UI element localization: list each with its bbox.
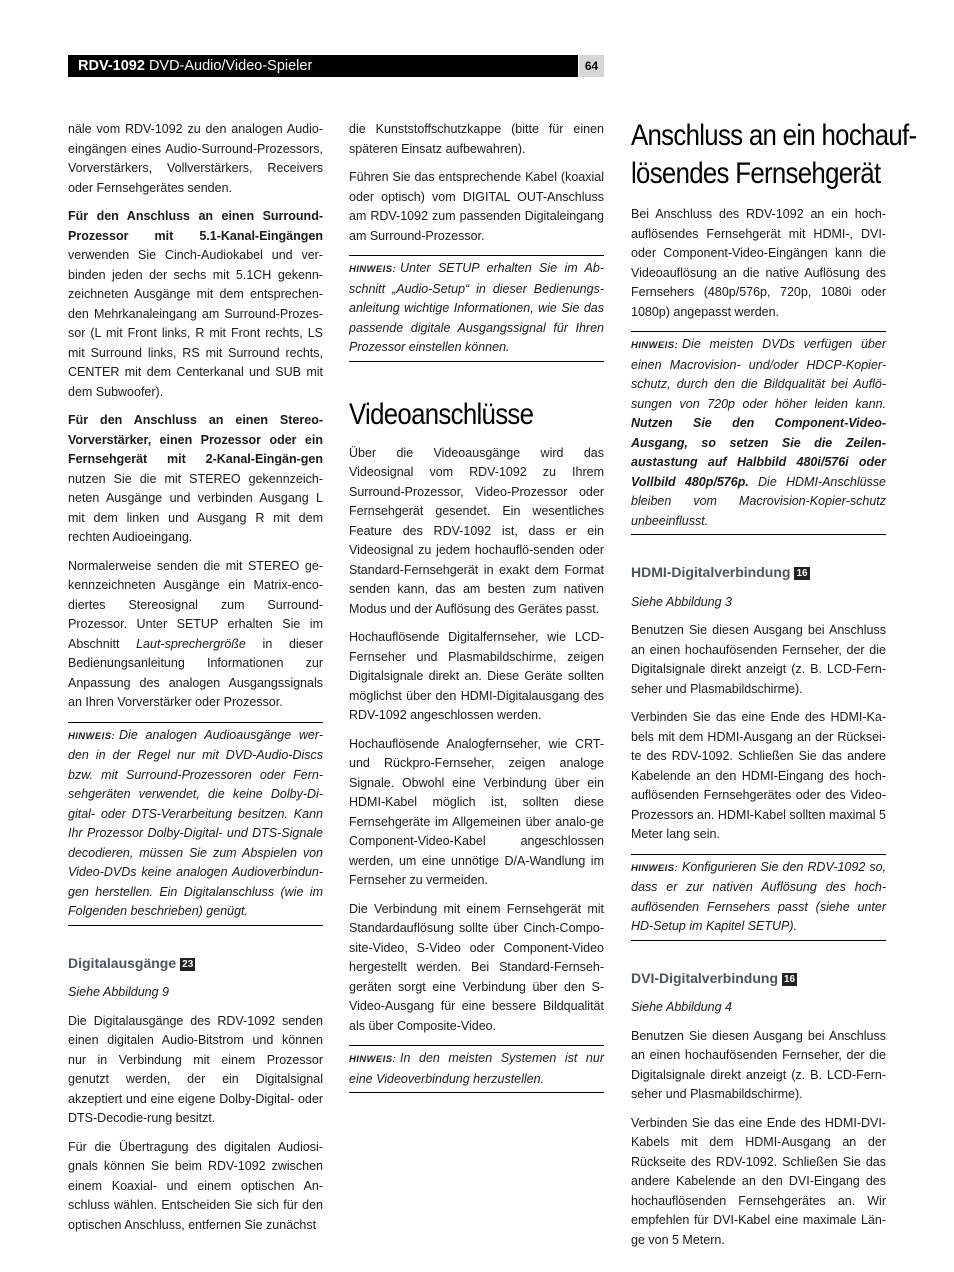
figure-badge: 16 (796, 568, 808, 579)
paragraph: Für den Anschluss an einen Surround-Prozessor mit 5.1-Kanal-Eingängen verwenden Sie Cinch-Audiokabel und ver-binden jeden der sechs mit 5.1CH gekenn-zeichneten Ausgänge mit dem entsprechen-den Mehrkanaleingang am Surround-Prozes-sor (L mit Front links, R mit Front rechts, LS mit Surround links, RS mit Surround rechts, CENTER mit dem Centerkanal und SUB mit dem Subwoofer). (68, 209, 323, 399)
section-title: Anschluss an ein hochauf- lösendes Fernsehgerät (631, 119, 917, 190)
paragraph: Verbinden Sie das eine Ende des HDMI-Ka-bels mit dem HDMI-Ausgang an der Rücksei-te des RDV-1092. Schließen Sie das andere Kabelende an den HDMI-Eingang des hoch-auflösenden Fernsehgerätes oder des Video-Prozessors an. HDMI-Kabel sollten maximal 5 Meter lang sein. (631, 710, 886, 841)
figure-badge: 16 (784, 973, 796, 985)
note-label: HINWEIS: (631, 862, 679, 874)
paragraph: Die Verbindung mit einem Fernsehgerät mit Standardauflösung sollte über Cinch-Compo-site-Video, S-Video oder Component-Video hergestellt werden. Bei Standard-Fernseh-geräten sorgt eine Verbindung über den S-Video-Ausgang für eine bessere Bildqualität als über Composite-Video. (349, 901, 604, 1033)
paragraph: Benutzen Sie diesen Ausgang bei Anschluss an einen hochaufösenden Fernseher, der die Digitalsignale direkt anzeigt (z. B. LCD-Fern-seher und Plasmabildschirme). (631, 623, 886, 696)
subsection-title: HDMI-Digitalverbindung 16 (631, 564, 808, 580)
note-box: HINWEIS: Konfigurieren Sie den RDV-1092 so, dass er zur nativen Auflösung des hoch-auflösenden Fernsehers passt (siehe unter HD-Setup im Kapitel SETUP). (631, 854, 886, 941)
paragraph: die Kunststoffschutzkappe (bitte für einen späteren Einsatz aufbewahren). (349, 122, 604, 156)
paragraph: Führen Sie das entsprechende Kabel (koaxial oder optisch) vom DIGITAL OUT-Anschluss am RDV-1092 zum passenden Digitaleingang am Surround-Prozessor. (349, 170, 604, 243)
figure-reference: Siehe Abbildung 9 (68, 985, 170, 999)
figure-reference: Siehe Abbildung 4 (631, 1000, 733, 1014)
paragraph: Verbinden Sie das eine Ende des HDMI-DVI-Kabels mit dem HDMI-Ausgang an der Rückseite des RDV-1092. Schließen Sie das andere Kabelende an den DVI-Eingang des hochauflösenden Fernsehgerätes an. Wir empfehlen für DVI-Kabel eine maximale Län-ge von 5 Metern. (631, 1115, 886, 1247)
paragraph: Benutzen Sie diesen Ausgang bei Anschluss an einen hochaufösenden Fernseher, der die Digitalsignale direkt anzeigt (z. B. LCD-Fern-seher und Plasmabildschirme). (631, 1028, 886, 1101)
section-title: Videoanschlüsse (349, 397, 534, 431)
paragraph: Hochauflösende Digitalfernseher, wie LCD-Fernseher und Plasmabildschirme, zeigen Digitalsignale direkt an. Diese Geräte sollten möglichst über den HDMI-Digitalausgang des RDV-1092 angeschlossen werden. (349, 630, 604, 722)
note-label: HINWEIS: (349, 264, 397, 275)
paragraph: Über die Videoausgänge wird das Videosignal vom RDV-1092 zu Ihrem Surround-Prozessor, Video-Prozessor oder Fernsehgerät gesendet. Ein wesentliches Feature des RDV-1092 ist, dass er ein Videosignal zu jedem hochauflö-senden oder Standard-Fernsehgerät in exakt dem Format senden kann, das am besten zum nativen Modus und der Auflösung des Gerätes passt. (349, 445, 604, 616)
paragraph: näle vom RDV-1092 zu den analogen Audio-eingängen eines Audio-Surround-Prozessors, Vorverstärkers, Vollverstärkers, Receivers oder Fernsehgerätes senden. (68, 122, 323, 195)
note-box: HINWEIS: Die meisten DVDs verfügen über einen Macrovision- und/oder HDCP-Kopier-schutz, durch den die Bildqualität bei Auflö-sungen von 720p oder höher leiden kann. Nutzen Sie den Component-Video-Ausgang, so setzen Sie die Zeilen-austastung auf Halbbild 480i/576i oder Vollbild 480p/576p. Die HDMI-Anschlüsse bleiben vom Macrovision-Kopier-schutz unbeeinflusst. (631, 331, 886, 535)
header-model: RDV-1092 (78, 58, 145, 74)
note-label: HINWEIS: (349, 1054, 397, 1065)
header-subtitle: DVD-Audio/Video-Spieler (148, 58, 313, 74)
page-number: 64 (579, 55, 604, 77)
paragraph: Für den Anschluss an einen Stereo-Vorverstärker, einen Prozessor oder ein Fernsehgerät mit 2-Kanal-Eingän-gen nutzen Sie die mit STEREO gekennzeich-neten Ausgänge und verbinden Ausgang L mit dem linken und Ausgang R mit dem rechten Audioeingang. (68, 413, 323, 544)
note-label: HINWEIS: (631, 340, 679, 351)
paragraph: Die Digitalausgänge des RDV-1092 senden einen digitalen Audio-Bitstrom und können nur in Verbindung mit einem Prozessor genutzt werden, der ein Digitalsignal akzeptiert und eine eigene Dolby-Digital- oder DTS-Decodie-rung besitzt. (68, 1013, 323, 1125)
paragraph: Hochauflösende Analogfernseher, wie CRT-und Rückpro-Fernseher, zeigen analoge Signale. Obwohl eine Verbindung über ein HDMI-Kabel möglich ist, sollten diese Fernsehgeräte im Allgemeinen über analo-ge Component-Video-Kabel angeschlossen werden, um eine unnötige D/A-Wandlung im Fernseher zu vermeiden. (349, 736, 604, 887)
note-label: HINWEIS: (68, 730, 116, 742)
column-1 (68, 120, 323, 1244)
figure-badge: 23 (182, 958, 194, 970)
column-3 (631, 117, 917, 1259)
note-box: HINWEIS: In den meisten Systemen ist nur eine Videoverbindung herzustellen. (349, 1045, 604, 1093)
paragraph: Für die Übertragung des digitalen Audiosi-gnals können Sie beim RDV-1092 zwischen einem Koaxial- und einem optischen An-schluss wählen. Entscheiden Sie sich für den optischen Anschluss, entfernen Sie zunächst (68, 1139, 323, 1232)
note-box: HINWEIS: Unter SETUP erhalten Sie im Ab-schnitt „Audio-Setup“ in dieser Bedienungs-anleitung wichtige Informationen, wie Sie das passende digitale Ausgangssignal für Ihren Prozessor einstellen können. (349, 255, 604, 362)
subsection-title: DVI-Digitalverbindung 16 (631, 969, 796, 986)
paragraph: Normalerweise senden die mit STEREO ge-kennzeichneten Ausgänge ein Matrix-enco-diertes Stereosignal zum Surround-Prozessor. Unter SETUP erhalten Sie im Abschnitt Laut-sprechergröße in dieser Bedienungsanleitung Informationen zur Anpassung des analogen Ausgangssignals an Ihren Vorverstärker oder Prozessor. (68, 558, 323, 709)
figure-reference: Siehe Abbildung 3 (631, 594, 733, 609)
page-header (68, 55, 578, 77)
column-2 (349, 120, 604, 1121)
note-box: HINWEIS: Die analogen Audioausgänge wer-den in der Regel nur mit DVD-Audio-Discs bzw. mit Surround-Prozessoren oder Fern-sehgeräten verwendet, die keine Dolby-Di-gital- oder DTS-Verarbeitung besitzen. Kann Ihr Prozessor Dolby-Digital- und DTS-Signale decodieren, müssen Sie zum Abspielen von Video-DVDs keine analogen Audioverbindun-gen herstellen. Ein Digitalanschluss (wie im Folgenden beschrieben) genügt. (68, 722, 323, 926)
subsection-title: Digitalausgänge 23 (68, 954, 194, 971)
paragraph: Bei Anschluss des RDV-1092 an ein hoch-auflösendes Fernsehgerät mit HDMI-, DVI-oder Component-Video-Eingängen kann die Videoauflösung an die native Auflösung des Fernsehers (480p/576p, 720p, 1080i oder 1080p) angepasst werden. (631, 207, 886, 319)
